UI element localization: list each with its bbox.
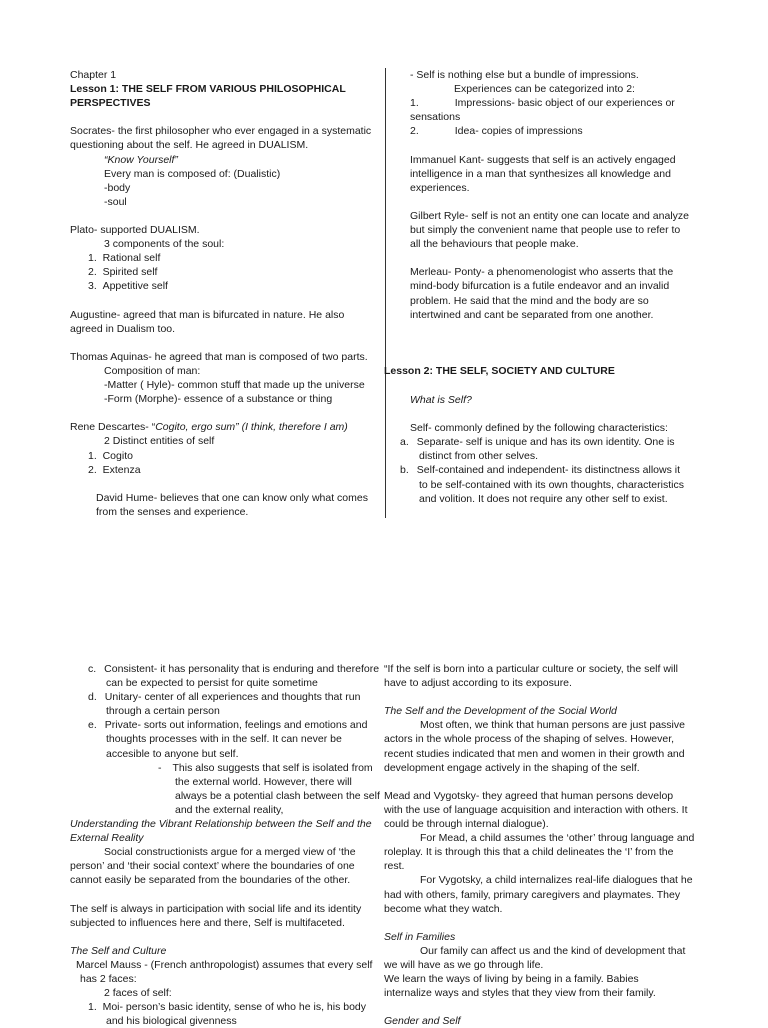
merleau-ponty-text-4: intertwined and cant be separated from one another. — [410, 308, 654, 321]
top-left-column — [70, 68, 371, 519]
characteristic-a-cont: distinct from other selves. — [419, 450, 539, 463]
socrates-text-cont: questioning about the self. He agreed in DUALISM. — [70, 139, 309, 152]
also-suggests-text-2: the external world. However, there will — [175, 775, 352, 788]
top-right-column — [410, 68, 689, 322]
idea-item: 2. Idea- copies of impressions — [410, 125, 583, 138]
two-faces-text: 2 faces of self: — [104, 987, 172, 1000]
descartes-text: Rene Descartes- “Cogito, ergo sum” (I think, therefore I am) — [70, 421, 348, 434]
passive-actors-text: Most often, we think that human persons are just passive — [420, 719, 685, 732]
if-self-quote: “If the self is born into a particular culture or society, the self will — [384, 663, 678, 675]
ryle-text: Gilbert Ryle- self is not an entity one can locate and analyze — [410, 209, 689, 222]
characteristic-b: b. Self-contained and independent- its distinctness allows it — [400, 464, 681, 477]
ryle-text-cont: but simply the convenient name that people use to refer to — [410, 224, 681, 237]
mauss-text-cont: has 2 faces: — [80, 973, 137, 986]
kant-text: Immanuel Kant- suggests that self is an actively engaged — [410, 153, 676, 166]
soul-part-item: 1. Rational self — [88, 252, 161, 265]
hume-text-cont: from the senses and experience. — [96, 505, 249, 518]
characteristic-e-end: accesible to anyone but self. — [106, 747, 239, 760]
merleau-ponty-text-3: problem. He said that the mind and the body are so — [410, 294, 649, 307]
augustine-text: Augustine- agreed that man is bifurcated in nature. He also — [70, 308, 345, 321]
characteristic-d-cont: through a certain person — [106, 705, 220, 718]
families-heading: Self in Families — [384, 930, 456, 943]
plato-text: Plato- supported DUALISM. — [70, 224, 200, 237]
also-suggests-text-4: and the external reality, — [175, 803, 284, 816]
entity-item: 1. Cogito — [88, 449, 133, 462]
every-man-text: Every man is composed of: (Dualistic) — [104, 167, 281, 180]
chapter-heading: Chapter 1 — [70, 69, 117, 81]
mead-vygotsky-text: Mead and Vygotsky- they agreed that human persons develop — [384, 789, 674, 802]
for-vygotsky-text-2: had with others, family, primary caregivers and playmates. They — [384, 888, 681, 901]
family-text-3: We learn the ways of living by being in a family. Babies — [384, 973, 639, 986]
for-vygotsky-text-3: become what they watch. — [384, 902, 503, 915]
characteristic-b-cont: to be self-contained with its own thoughts, characteristics — [419, 478, 684, 491]
family-text-4: internalize ways and styles that they view from their family. — [384, 987, 656, 1000]
if-self-quote-cont: have to adjust according to its exposure. — [384, 677, 572, 690]
lesson1-title-cont: PERSPECTIVES — [70, 97, 151, 110]
self-defined-text: Self- commonly defined by the following characteristics: — [410, 422, 668, 435]
experiences-text: Experiences can be categorized into 2: — [454, 83, 635, 96]
body-item: -body — [104, 181, 131, 194]
for-mead-text: For Mead, a child assumes the ‘other’ throug language and — [420, 832, 695, 845]
impressions-item-cont: sensations — [410, 111, 461, 124]
moi-item-cont: and his biological givenness — [106, 1015, 237, 1028]
form-item: -Form (Morphe)- essence of a substance or thing — [104, 393, 333, 406]
development-heading: The Self and the Development of the Social World — [384, 705, 617, 718]
three-components-text: 3 components of the soul: — [104, 238, 225, 251]
family-text: Our family can affect us and the kind of development that — [420, 944, 686, 957]
self-culture-heading: The Self and Culture — [70, 944, 167, 957]
characteristic-c-cont: can be expected to persist for quite sometime — [106, 677, 318, 690]
mead-vygotsky-text-3: could be through internal dialogue). — [384, 818, 549, 831]
lesson1-title: Lesson 1: THE SELF FROM VARIOUS PHILOSOPHICAL — [70, 83, 346, 96]
augustine-text-cont: agreed in Dualism too. — [70, 322, 176, 335]
characteristic-d: d. Unitary- center of all experiences and thoughts that run — [88, 691, 361, 704]
characteristic-a: a. Separate- self is unique and has its own identity. One is — [400, 436, 675, 449]
hume-bundle-text: - Self is nothing else but a bundle of impressions. — [410, 69, 639, 81]
understanding-heading: Understanding the Vibrant Relationship between the Self and the — [70, 818, 372, 831]
for-mead-text-3: rest. — [384, 860, 405, 873]
know-yourself-quote: “Know Yourself” — [104, 153, 178, 166]
ryle-text-end: all the behaviours that people make. — [410, 238, 579, 251]
for-vygotsky-text: For Vygotsky, a child internalizes real-life dialogues that he — [420, 874, 693, 887]
understanding-heading-cont: External Reality — [70, 832, 144, 845]
passive-actors-text-3: recent studies indicated that men and women in their growth and — [384, 747, 685, 760]
social-constructionists-text-3: cannot easily be separated from the boundaries of the other. — [70, 874, 351, 887]
moi-item: 1. Moi- person’s basic identity, sense of who he is, his body — [88, 1001, 367, 1014]
self-participation-text: The self is always in participation with social life and its identity — [70, 902, 362, 915]
for-mead-text-2: roleplay. It is through this that a child delineates the ‘I’ from the — [384, 846, 674, 859]
merleau-ponty-text-2: mind-body bifurcation is a futile endeavor and an invalid — [410, 280, 670, 293]
kant-text-cont: intelligence in a man that synthesizes all knowledge and — [410, 167, 671, 180]
two-entities-text: 2 Distinct entities of self — [104, 435, 215, 448]
social-constructionists-text-2: person’ and ‘their social context’ where the boundaries of one — [70, 860, 355, 873]
passive-actors-text-2: actors in the whole process of the shaping of selves. However, — [384, 733, 675, 746]
matter-item: -Matter ( Hyle)- common stuff that made up the universe — [104, 379, 365, 392]
soul-part-item: 3. Appetitive self — [88, 280, 168, 293]
also-suggests-text: - This also suggests that self is isolated from — [158, 761, 373, 774]
column-divider — [385, 68, 386, 518]
characteristic-b-end: and volition. It does not require any other self to exist. — [419, 492, 668, 505]
hume-text: David Hume- believes that one can know only what comes — [96, 491, 368, 504]
characteristic-c: c. Consistent- it has personality that is enduring and therefore — [88, 663, 380, 675]
what-is-self-heading: What is Self? — [410, 394, 472, 406]
family-text-2: we will have as we go through life. — [384, 958, 544, 971]
soul-item: -soul — [104, 195, 127, 208]
composition-text: Composition of man: — [104, 364, 201, 377]
characteristic-e-cont: thoughts processes with in the self. It can never be — [106, 733, 342, 746]
bottom-right-column — [384, 662, 694, 1028]
characteristic-e: e. Private- sorts out information, feelings and emotions and — [88, 719, 368, 732]
bottom-left-column — [70, 662, 380, 1028]
aquinas-text: Thomas Aquinas- he agreed that man is composed of two parts. — [70, 350, 368, 363]
self-participation-text-2: subjected to influences here and there, Self is multifaceted. — [70, 916, 345, 929]
kant-text-end: experiences. — [410, 181, 470, 194]
merleau-ponty-text: Merleau- Ponty- a phenomenologist who asserts that the — [410, 266, 674, 279]
impressions-item: 1. Impressions- basic object of our experiences or — [410, 97, 675, 110]
also-suggests-text-3: always be a potential clash between the self — [175, 789, 380, 802]
entity-item: 2. Extenza — [88, 463, 141, 476]
lesson2-body — [400, 393, 684, 506]
lesson2-title: Lesson 2: THE SELF, SOCIETY AND CULTURE — [384, 365, 615, 377]
passive-actors-text-4: development engage actively in the shaping of the self. — [384, 761, 640, 774]
mead-vygotsky-text-2: with the use of language acquisition and interaction with others. It — [384, 803, 688, 816]
socrates-text: Socrates- the first philosopher who ever engaged in a systematic — [70, 125, 372, 138]
mauss-text: Marcel Mauss - (French anthropologist) assumes that every self — [76, 958, 373, 971]
gender-heading: Gender and Self — [384, 1015, 461, 1028]
social-constructionists-text: Social constructionists argue for a merged view of ‘the — [104, 846, 356, 859]
soul-part-item: 2. Spirited self — [88, 266, 158, 279]
